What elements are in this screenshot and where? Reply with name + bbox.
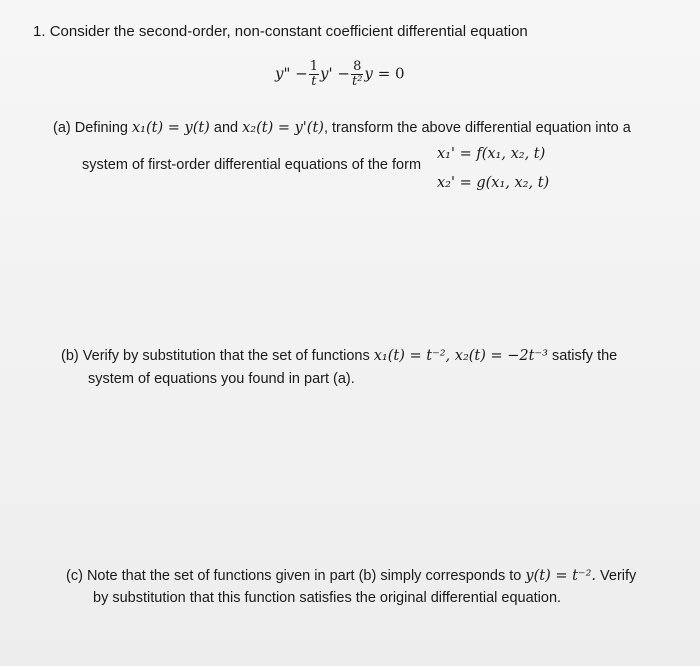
main-equation <box>275 60 405 89</box>
eq-y: y <box>364 64 373 83</box>
part-a-suffix: , transform the above differential equation into a <box>323 120 631 136</box>
system-equation-2: x₂' = g(x₁, x₂, t) <box>437 175 550 191</box>
part-b-label: (b) <box>61 348 79 364</box>
part-a-definition-2: x₂(t) = y'(t) <box>242 120 324 136</box>
eq-frac2-numerator: 8 <box>351 60 363 75</box>
problem-number: 1. <box>33 23 46 40</box>
eq-fraction-2 <box>351 60 363 89</box>
system-equation-1: x₁' = f(x₁, x₂, t) <box>437 146 546 162</box>
eq-minus-2: − <box>337 64 350 83</box>
part-a-definition-1: x₁(t) = y(t) <box>132 120 210 136</box>
part-a-label: (a) <box>53 120 71 136</box>
part-c-function: y(t) = t⁻². <box>525 568 597 584</box>
part-c-line-2: by substitution that this function satisfies the original differential equation. <box>93 590 562 606</box>
part-a-and: and <box>213 120 239 136</box>
part-b-functions: x₁(t) = t⁻², x₂(t) = −2t⁻³ <box>373 348 548 364</box>
problem-statement <box>33 23 528 41</box>
problem-intro: Consider the second-order, non-constant coefficient differential equation <box>49 23 528 40</box>
eq-y-prime: y' <box>320 64 333 83</box>
eq-equals-zero: = 0 <box>377 64 405 83</box>
part-c-suffix: Verify <box>600 568 637 584</box>
part-a-line-2: system of first-order differential equations of the form <box>82 157 422 173</box>
part-a-prefix: Defining <box>74 120 128 136</box>
part-b-line-1 <box>61 347 617 365</box>
eq-frac1-denominator: t <box>311 74 317 89</box>
part-a-line-1 <box>53 119 631 137</box>
eq-fraction-1 <box>309 60 319 89</box>
eq-minus-1: − <box>295 64 308 83</box>
part-c-label: (c) <box>66 568 83 584</box>
part-c-line-1 <box>66 567 636 585</box>
eq-frac2-denominator: t² <box>351 74 363 89</box>
part-b-prefix: Verify by substitution that the set of functions <box>82 348 370 364</box>
part-c-prefix: Note that the set of functions given in part (b) simply corresponds to <box>86 568 522 584</box>
eq-y-double-prime: y" <box>275 64 291 83</box>
part-b-suffix: satisfy the <box>551 348 618 364</box>
eq-frac1-numerator: 1 <box>309 59 319 74</box>
part-b-line-2: system of equations you found in part (a). <box>88 371 355 387</box>
